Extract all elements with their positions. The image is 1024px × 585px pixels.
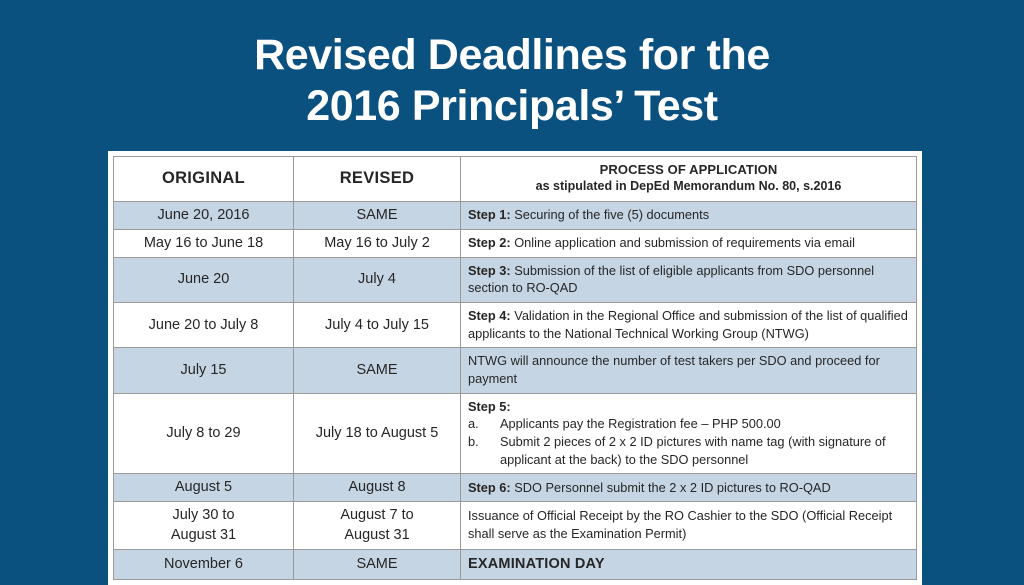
cell-revised-date: July 18 to August 5 bbox=[294, 393, 461, 474]
process-text: NTWG will announce the number of test takers per SDO and proceed for payment bbox=[468, 353, 880, 387]
table-row bbox=[114, 257, 917, 302]
sub-item-marker: b. bbox=[468, 434, 479, 449]
cell-process-description bbox=[461, 303, 917, 348]
sub-item-text: Submit 2 pieces of 2 x 2 ID pictures with name tag (with signature of applicant at the back) to the SDO personnel bbox=[500, 434, 886, 467]
process-text: Submission of the list of eligible applicants from SDO personnel section to RO-QAD bbox=[468, 262, 875, 296]
cell-process-description bbox=[461, 502, 917, 549]
step-label: Step 6: bbox=[468, 479, 511, 495]
poster-title bbox=[0, 30, 1024, 131]
table-body bbox=[114, 201, 917, 579]
cell-revised-date: SAME bbox=[294, 549, 461, 579]
column-header-original: ORIGINAL bbox=[114, 157, 294, 202]
process-text: SDO Personnel submit the 2 x 2 ID pictures to RO-QAD bbox=[510, 479, 831, 495]
cell-original-date: November 6 bbox=[114, 549, 294, 579]
cell-process-description bbox=[461, 229, 917, 257]
cell-revised-date: August 8 bbox=[294, 474, 461, 502]
column-header-revised: REVISED bbox=[294, 157, 461, 202]
cell-original-date: May 16 to June 18 bbox=[114, 229, 294, 257]
cell-process-description bbox=[461, 549, 917, 579]
cell-revised-date: July 4 to July 15 bbox=[294, 303, 461, 348]
deadlines-table bbox=[113, 156, 917, 580]
cell-original-date: June 20 bbox=[114, 257, 294, 302]
table-row bbox=[114, 549, 917, 579]
process-sub-list bbox=[468, 415, 909, 468]
process-text: Securing of the five (5) documents bbox=[510, 206, 710, 222]
header-row bbox=[114, 157, 917, 202]
cell-original-date: August 5 bbox=[114, 474, 294, 502]
table-row bbox=[114, 393, 917, 474]
step-label: Step 5: bbox=[468, 398, 511, 414]
cell-process-description bbox=[461, 201, 917, 229]
process-text: Issuance of Official Receipt by the RO Cashier to the SDO (Official Receipt shall serve as the Examination Permit) bbox=[468, 508, 893, 542]
process-text: Online application and submission of requirements via email bbox=[510, 234, 855, 250]
cell-revised-date: SAME bbox=[294, 348, 461, 393]
sub-item-text: Applicants pay the Registration fee – PHP 500.00 bbox=[500, 416, 781, 432]
table-row bbox=[114, 201, 917, 229]
process-text: Validation in the Regional Office and submission of the list of qualified applicants to the National Technical Working Group (NTWG) bbox=[468, 308, 908, 341]
cell-original-date: July 8 to 29 bbox=[114, 393, 294, 474]
cell-original-date: July 30 to August 31 bbox=[114, 502, 294, 549]
step-label: Step 2: bbox=[468, 234, 511, 250]
column-header-process bbox=[461, 157, 917, 202]
column-header-process-sub: as stipulated in DepEd Memorandum No. 80, s.2016 bbox=[535, 179, 842, 194]
process-text: EXAMINATION DAY bbox=[468, 555, 605, 572]
title-line-2: 2016 Principals’ Test bbox=[306, 81, 718, 130]
cell-revised-date: May 16 to July 2 bbox=[294, 229, 461, 257]
step-label: Step 3: bbox=[468, 262, 511, 278]
process-sub-item bbox=[468, 433, 909, 468]
step-label: Step 4: bbox=[468, 308, 511, 324]
title-line-1: Revised Deadlines for the bbox=[254, 31, 770, 79]
table-row bbox=[114, 229, 917, 257]
cell-process-description bbox=[461, 257, 917, 302]
cell-process-description bbox=[461, 474, 917, 502]
cell-original-date: June 20 to July 8 bbox=[114, 303, 294, 348]
cell-revised-date: August 7 to August 31 bbox=[294, 502, 461, 549]
table-row bbox=[114, 502, 917, 549]
table-row bbox=[114, 474, 917, 502]
sub-item-marker: a. bbox=[468, 416, 479, 432]
cell-revised-date: July 4 bbox=[294, 257, 461, 302]
cell-process-description bbox=[461, 348, 917, 393]
table-row bbox=[114, 303, 917, 348]
cell-original-date: June 20, 2016 bbox=[114, 201, 294, 229]
cell-process-description bbox=[461, 393, 917, 474]
process-sub-item bbox=[468, 415, 909, 433]
step-label: Step 1: bbox=[468, 206, 511, 222]
cell-original-date: July 15 bbox=[114, 348, 294, 393]
cell-revised-date: SAME bbox=[294, 201, 461, 229]
table-frame bbox=[108, 151, 922, 585]
table-head bbox=[114, 157, 917, 202]
table-row bbox=[114, 348, 917, 393]
column-header-process-main: PROCESS OF APPLICATION bbox=[599, 162, 778, 177]
